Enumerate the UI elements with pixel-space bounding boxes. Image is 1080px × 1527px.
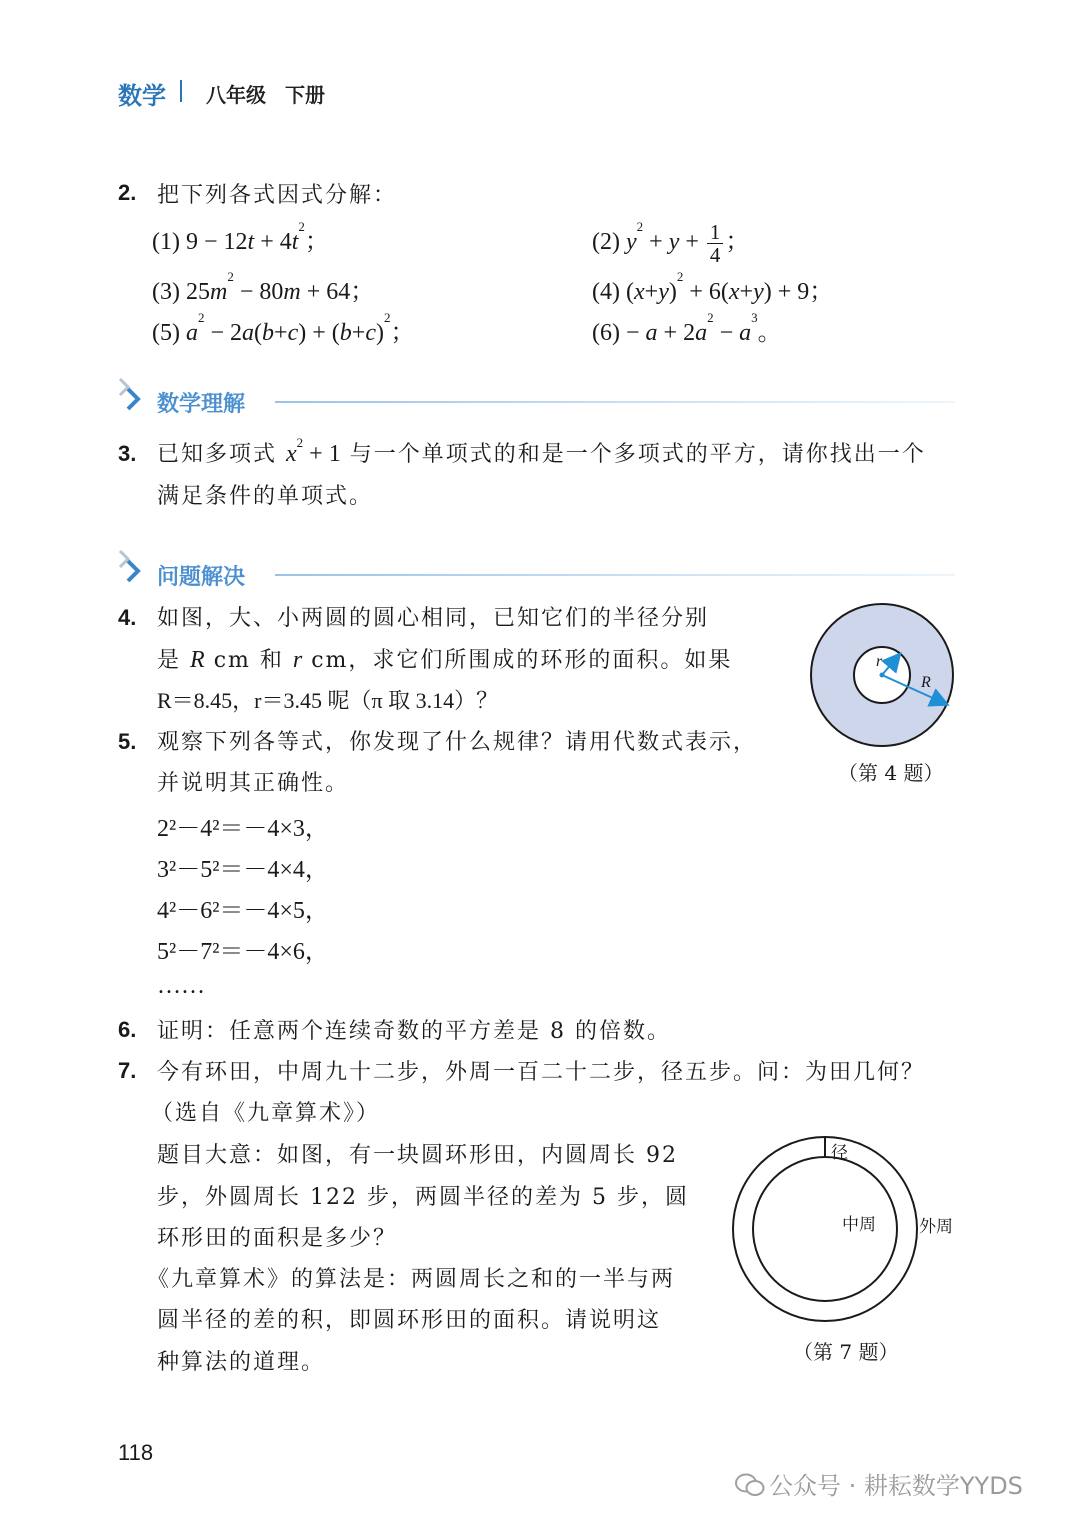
figure-7-caption: （第 7 题）	[793, 1340, 899, 1364]
header-volume: 下册	[285, 83, 325, 107]
q5-equation-2: 3²－5²＝－4×4，	[157, 857, 329, 883]
chevron-icon	[114, 375, 154, 415]
watermark-text: 公众号 · 耕耘数学YYDS	[769, 1472, 1023, 1500]
section-problem-solving-rule	[275, 574, 955, 576]
q7-line-2: （选自《九章算术》）	[151, 1101, 381, 1126]
q2-item-6: $(6) - a + 2a^2 - a^3$。	[592, 310, 782, 346]
q7-meaning-1: 题目大意：如图，有一块圆环形田，内圆周长 92	[157, 1143, 678, 1168]
q2-item-5: (5) $a^2 - 2a(b+c) + (b+c)^2$；	[152, 310, 415, 346]
header-divider	[180, 80, 182, 102]
q4-text-a: 是	[157, 648, 182, 673]
section-understanding-title: 数学理解	[157, 392, 246, 417]
q3-number: 3.	[118, 441, 137, 466]
q6-number: 6.	[118, 1017, 137, 1042]
q7-number: 7.	[118, 1058, 137, 1083]
q2-item-2: (2) $y^2 + y$ + $\frac{1}{4}$ ；	[592, 219, 750, 267]
q2-item-2-label: (2)	[592, 229, 620, 256]
fraction-one-quarter: $\frac{1}{4}$	[707, 221, 724, 266]
q4-line-3: R＝8.45，r＝3.45 呢（π 取 3.14）？	[157, 688, 499, 713]
q5-number: 5.	[118, 729, 137, 754]
q3-line-2: 满足条件的单项式。	[157, 484, 374, 509]
q7-meaning-2: 步，外圆周长 122 步，两圆半径的差为 5 步，圆	[157, 1185, 689, 1210]
chevron-icon	[114, 547, 154, 587]
q7-algorithm-1: 《九章算术》的算法是：两圆周长之和的一半与两	[147, 1267, 676, 1292]
q4-text-b: cm 和	[213, 648, 284, 673]
q3-text-a: 已知多项式	[157, 442, 278, 467]
annulus-figure	[808, 602, 958, 752]
radius-R-label: R	[921, 674, 931, 691]
figure-4-caption: （第 4 题）	[838, 761, 944, 785]
q4-number: 4.	[118, 605, 137, 630]
section-understanding-rule	[275, 401, 955, 403]
q2-item-4: (4) $(x+y)^2 + 6(x+y) + 9$；	[592, 269, 834, 305]
q2-number: 2.	[118, 180, 137, 205]
q4-line-2: 是 R cm 和 r cm，求它们所围成的环形的面积。如果	[157, 647, 733, 673]
q2-prompt: 把下列各式因式分解：	[157, 183, 398, 208]
q5-equation-1: 2²－4²＝－4×3，	[157, 816, 329, 842]
jing-label: 径	[831, 1143, 848, 1163]
ring-field-figure	[732, 1133, 972, 1333]
section-problem-solving-title: 问题解决	[157, 565, 246, 590]
watermark-footer	[735, 1466, 1023, 1501]
q5-line-1: 观察下列各等式，你发现了什么规律？请用代数式表示，	[157, 730, 758, 755]
q2-item-4-label: (4)	[592, 279, 620, 305]
q3-line-1: 已知多项式 $x^2 + 1$ 与一个单项式的和是一个多项式的平方，请你找出一个	[157, 435, 926, 467]
q5-equation-3: 4²－6²＝－4×5，	[157, 898, 329, 924]
q2-item-1-label: (1)	[152, 229, 180, 255]
q2-item-5-label: (5)	[152, 320, 180, 346]
q6-text: 证明：任意两个连续奇数的平方差是 8 的倍数。	[157, 1019, 671, 1044]
q2-item-3: (3) $25m^2 - 80m + 64$；	[152, 269, 375, 305]
q3-text-b: 与一个单项式的和是一个多项式的平方，请你找出一个	[349, 442, 926, 467]
q7-algorithm-3: 种算法的道理。	[157, 1350, 326, 1375]
page-number: 118	[118, 1440, 154, 1465]
wechat-icon	[735, 1472, 765, 1498]
header-subject: 数学	[118, 82, 166, 110]
radius-r-label: r	[876, 653, 883, 670]
q4-text-c: cm，求它们所围成的环形的面积。如果	[311, 648, 733, 673]
q5-line-2: 并说明其正确性。	[157, 771, 350, 796]
outer-perimeter-label: 外周	[919, 1217, 953, 1237]
q2-item-1: (1) $9 - 12t + 4t^2$；	[152, 219, 329, 255]
header-grade: 八年级	[206, 83, 266, 107]
q5-ellipsis: ……	[157, 973, 205, 999]
q4-line-1: 如图，大、小两圆的圆心相同，已知它们的半径分别	[157, 606, 710, 631]
q7-meaning-3: 环形田的面积是多少？	[157, 1226, 398, 1251]
q7-algorithm-2: 圆半径的差的积，即圆环形田的面积。请说明这	[157, 1308, 662, 1333]
q5-equation-4: 5²－7²＝－4×6，	[157, 939, 329, 965]
q2-item-3-label: (3)	[152, 279, 180, 305]
q7-line-1: 今有环田，中周九十二步，外周一百二十二步，径五步。问：为田几何？	[157, 1060, 926, 1085]
q2-item-6-label: (6)	[592, 320, 620, 346]
inner-perimeter-label: 中周	[842, 1215, 876, 1235]
